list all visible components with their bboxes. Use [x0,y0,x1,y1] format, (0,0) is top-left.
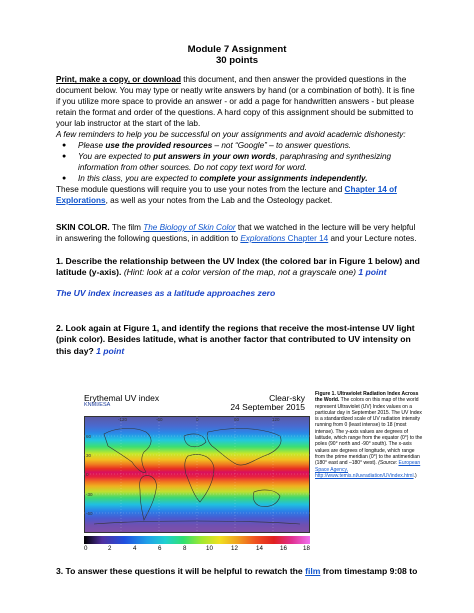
figure-sky-label: Clear-sky [269,393,305,403]
figure-source-label: KNMI/ESA [84,402,111,408]
answer-1[interactable]: The UV index increases as a latitude approaches zero [56,288,276,298]
reminder-line: A few reminders to help you be successful on your assignments and avoid academic dishonesty: [56,130,406,139]
question-3: 3. To answer these questions it will be helpful to rewatch the film from timestamp 9:08 to [56,566,418,576]
figure-title: Erythemal UV index [84,393,160,403]
reminder-item: ● Please use the provided resources – not “Google” – to answer questions. [56,140,420,151]
caption-title: Figure 1. Ultraviolet Radiation Index Across the World. [315,391,419,404]
colorbar-label: 0 [84,545,88,552]
colorbar-label: 6 [158,545,162,552]
figure-1-caption: Figure 1. Ultraviolet Radiation Index Across the World. The colors on this map of the world represent Ultraviolet (UV) Index values on a particular day in September 2015. The UV Index is a standardized scale of UV radiation intensity running from 0 (least intense) to 18 (most intense). The y-axis values are degrees of latitude, which range from the equator (0°) to the poles (90° north and -90° south). The x-axis values are degrees of longitude, which range from the prime meridian (0°) to the antimeridian (180° east and –180° west). (Source: European Space Agency, http://www.temis.nl/uvradiation/UVindex.html.) [315,391,423,479]
caption-body: The colors on this map of the world represent Ultraviolet (UV) Index values on a particular day in September 2015. The UV Index is a standardized scale of UV radiation intensity running from 0 (least intense) to 18 (most intense). The y-axis values are degrees of latitude, which range from the equator (0°) to the poles (90° north and -90° south). The x-axis values are degrees of longitude, which range from the prime meridian (0°) to the antimeridian (180° east and –180° west). [315,397,423,467]
map-tick: 120 [272,417,280,422]
skin-color-label: SKIN COLOR. [56,223,110,232]
colorbar-label: 16 [280,545,287,552]
question-1: 1. Describe the relationship between the UV Index (the colored bar in Figure 1 below) and latitude (y-axis). (Hint: look at a color version of the map, not a grayscale one) 1 point [56,256,420,278]
figure-date-label: 24 September 2015 [230,402,305,412]
map-tick: 60 [234,417,240,422]
question-1-points: 1 point [355,267,387,278]
chapter-link[interactable]: Chapter 14 [285,234,329,244]
film-title-link[interactable]: The Biology of Skin Color [143,223,236,232]
chapter-14-link[interactable]: Chapter 14 of Explorations [56,185,397,206]
colorbar-label: 4 [133,545,137,552]
map-tick: -30 [86,492,93,497]
page-points: 30 points [215,55,259,66]
colorbar-label: 12 [231,545,238,552]
colorbar-label: 18 [303,545,310,552]
colorbar-label: 2 [108,545,112,552]
intro-lead: Print, make a copy, or download [56,75,181,84]
question-1-hint: (Hint: look at a color version of the map, not a grayscale one) [121,267,356,278]
continent-outlines [84,416,310,533]
notes-paragraph: These module questions will require you to use your notes from the lecture and Chapter 14 of Explorations, as well as your notes from the Lab and the Osteology packet. [56,185,397,206]
map-tick: -60 [86,511,93,516]
reminder-item: ● You are expected to put answers in your own words, paraphrasing and synthesizing information from other sources. Do not copy text word for word. [56,151,420,173]
esa-link[interactable]: European Space Agency, [315,460,421,473]
uv-colorbar [84,536,310,544]
temis-link[interactable]: http://www.temis.nl/uvradiation/UVindex.html [315,472,414,479]
reminder-item: ● In this class, you are expected to complete your assignments independently. [56,173,420,184]
intro-paragraph [56,74,420,129]
reminder-list [56,140,420,184]
intro-rest: this document, and then answer the provided questions in the document below. You may type or neatly write answers by hand (or a combination of both). It is fine if you utilize more space to provide an answer - or add a page for handwritten answers - but please retain the format and order of the questions. A hard copy of this assignment should be submitted to your lab instructor at the start of the lab. [56,75,415,129]
map-tick: 30 [86,453,92,458]
map-tick: -120 [118,417,128,422]
colorbar-label: 8 [183,545,187,552]
skin-color-paragraph: SKIN COLOR. The film The Biology of Skin Color that we watched in the lecture will be very helpful in answering the following questions, in addition to Explorations Chapter 14 and your Lecture notes. [56,223,417,244]
colorbar-label: 14 [256,545,263,552]
page-title: Module 7 Assignment [187,44,287,55]
question-2-points: 1 point [93,345,125,356]
explorations-link[interactable]: Explorations [240,234,286,244]
map-tick: 60 [86,434,92,439]
map-tick: 0 [196,417,199,422]
figure-1-uv-map [56,391,311,558]
map-tick: 0 [86,472,89,477]
colorbar-label: 10 [206,545,213,552]
film-link[interactable]: film [305,566,321,576]
question-2: 2. Look again at Figure 1, and identify the regions that receive the most-intense UV light (pink color). Besides latitude, what is another factor that contributed to UV intensity on this day? 1 point [56,323,415,356]
map-tick: -60 [156,417,163,422]
